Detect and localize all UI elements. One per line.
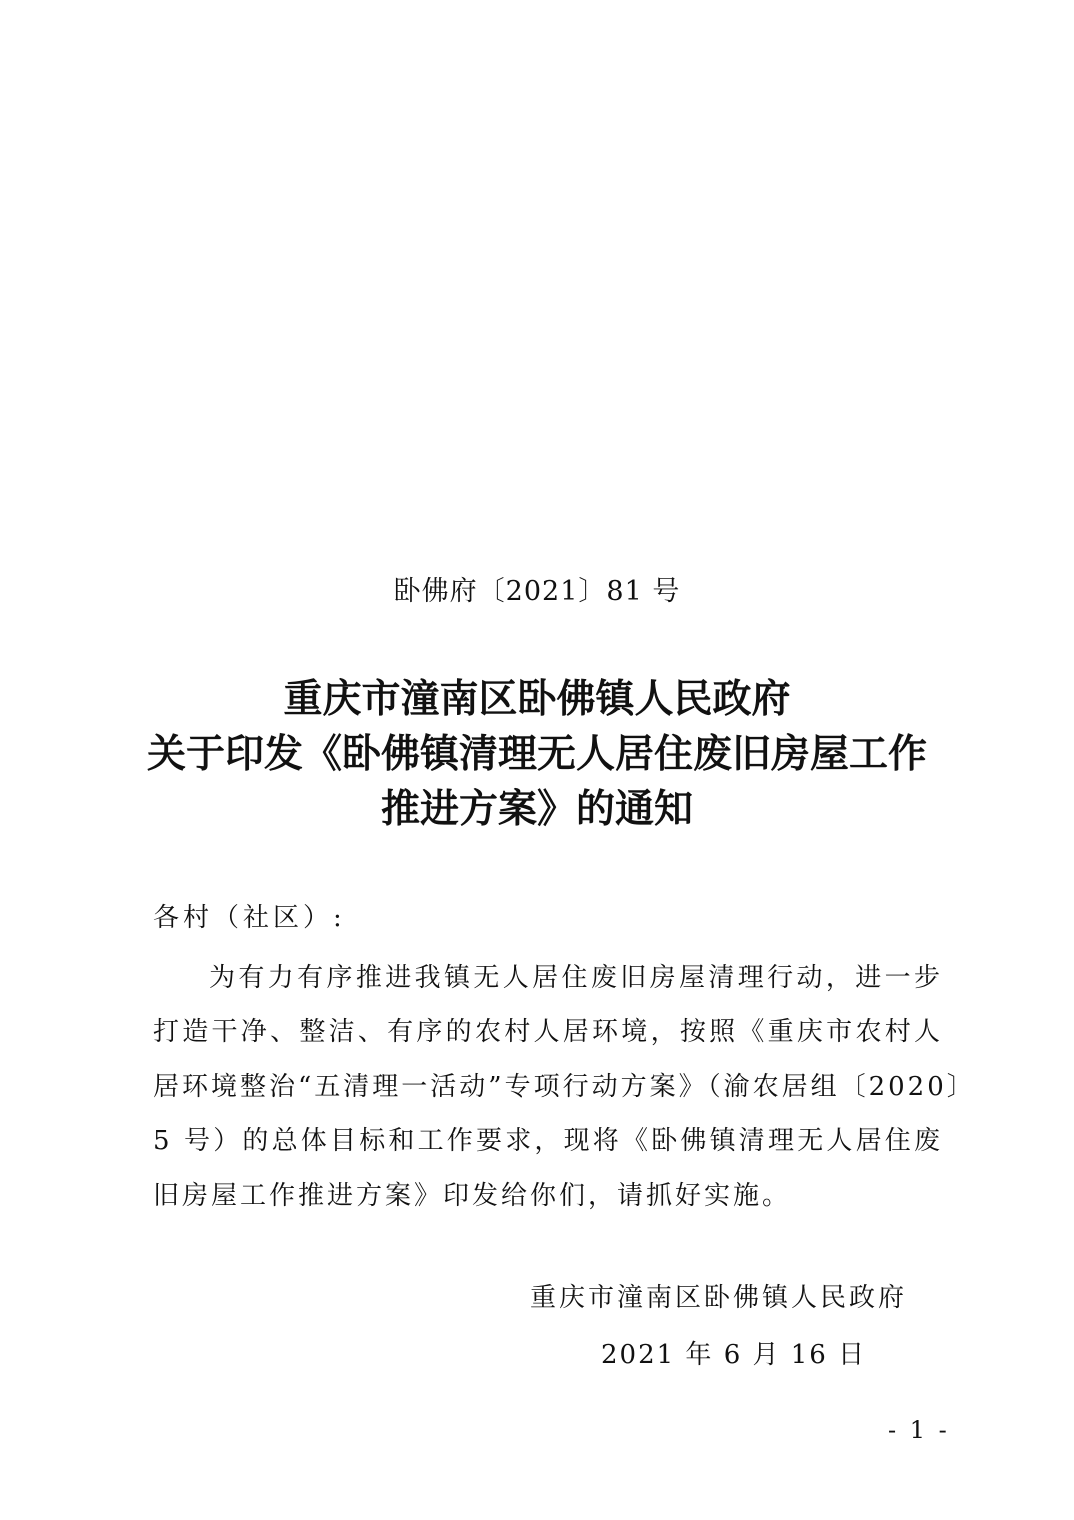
title-line-1: 重庆市潼南区卧佛镇人民政府: [283, 677, 791, 722]
issue-date: 2021 年 6 月 16 日: [601, 1340, 867, 1370]
issuer-signature: 重庆市潼南区卧佛镇人民政府: [530, 1283, 908, 1313]
page-number: - 1 -: [888, 1416, 950, 1444]
body-line-1: 为有力有序推进我镇无人居住废旧房屋清理行动，进一步: [209, 963, 943, 993]
body-line-5: 旧房屋工作推进方案》印发给你们，请抓好实施。: [153, 1180, 792, 1211]
title-line-3: 推进方案》的通知: [380, 787, 693, 832]
document-title: [0, 672, 1074, 837]
document-number: 卧佛府〔2021〕81 号: [393, 576, 681, 607]
body-line-2: 打造干净、整洁、有序的农村人居环境，按照《重庆市农村人: [153, 1017, 943, 1048]
body-line-3: 居环境整治“五清理一活动”专项行动方案》（渝农居组〔2020〕: [153, 1071, 976, 1102]
title-line-2: 关于印发《卧佛镇清理无人居住废旧房屋工作: [146, 732, 927, 777]
body-paragraph: [153, 951, 976, 1223]
salutation: 各村（社区）:: [153, 903, 346, 933]
body-line-4: 5 号）的总体目标和工作要求，现将《卧佛镇清理无人居住废: [153, 1126, 943, 1157]
